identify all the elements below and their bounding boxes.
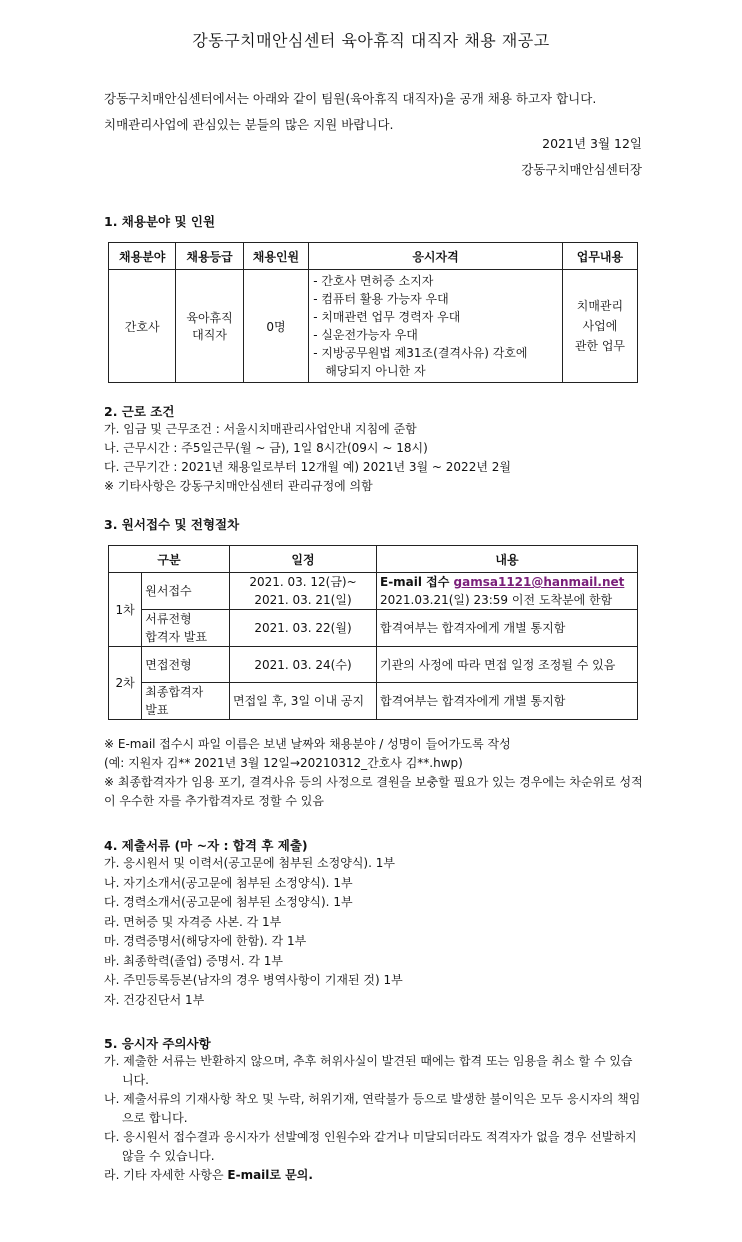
document-line: 다. 경력소개서(공고문에 첨부된 소정양식). 1부	[104, 895, 353, 909]
email-line	[380, 573, 634, 591]
section2-heading: 2. 근로 조건	[104, 404, 175, 419]
duty-line: 관한 업무	[574, 339, 626, 353]
cell-item: 원서접수	[142, 573, 230, 610]
caution-line: 나. 제출서류의 기재사항 착오 및 누락, 허위기재, 연락불가 등으로 발생한 불이익은 모두 응시자의 책임으로 합니다.	[104, 1092, 641, 1125]
caution-emphasis: E-mail로 문의.	[227, 1168, 313, 1182]
section2-lines	[104, 420, 644, 496]
caution-line	[104, 1166, 644, 1185]
qualification-item: - 치매관련 업무 경력자 우대	[313, 310, 461, 324]
cell-item	[142, 610, 230, 647]
qualification-item: - 실운전가능자 우대	[313, 328, 418, 342]
note-line: (예: 지원자 김** 2021년 3월 12일→20210312_간호사 김**.hwp)	[104, 756, 463, 770]
cell-schedule: 면접일 후, 3일 이내 공지	[230, 683, 377, 720]
table-row	[109, 683, 638, 720]
grade-line: 대직자	[192, 328, 227, 342]
qualification-item: - 지방공무원법 제31조(결격사유) 각호에	[313, 346, 528, 360]
schedule-line: 2021. 03. 21(일)	[254, 593, 352, 607]
item-line: 서류전형	[145, 612, 192, 626]
document-line: 바. 최종학력(졸업) 증명서. 각 1부	[104, 953, 283, 968]
item-line: 합격자 발표	[145, 630, 208, 644]
note-line: ※ 최종합격자가 임용 포기, 결격사유 등의 사정으로 결원을 보충할 필요가 있는 경우에는 차순위로 성적이 우수한 자를 추가합격자로 정할 수 있음	[104, 775, 643, 808]
table-header-row	[109, 546, 638, 573]
condition-line: 다. 근무기간 : 2021년 채용일로부터 12개월 예) 2021년 3월 ~ 2022년 2월	[104, 460, 511, 474]
duty-line: 치매관리	[576, 299, 624, 313]
email-label: E-mail 접수	[380, 575, 454, 589]
document-line: 마. 경력증명서(해당자에 한함). 각 1부	[104, 934, 307, 948]
cell-qualifications	[309, 270, 563, 383]
cell-item: 면접전형	[142, 647, 230, 683]
header-content: 내용	[377, 546, 638, 573]
qualification-item: - 간호사 면허증 소지자	[313, 274, 434, 288]
header-schedule: 일정	[230, 546, 377, 573]
section4-lines	[104, 854, 644, 1010]
recruitment-table	[108, 242, 638, 383]
deadline-line: 2021.03.21(일) 23:59 이전 도착분에 한함	[380, 593, 613, 607]
document-line: 사. 주민등록등본(남자의 경우 병역사항이 기재된 것) 1부	[104, 973, 403, 987]
header-grade: 채용등급	[176, 243, 243, 270]
cell-content: 합격여부는 합격자에게 개별 통지함	[377, 683, 638, 720]
condition-line: 나. 근무시간 : 주5일근무(월 ~ 금), 1일 8시간(09시 ~ 18시)	[104, 441, 428, 455]
document-line: 가. 응시원서 및 이력서(공고문에 첨부된 소정양식). 1부	[104, 856, 395, 870]
note-line: ※ E-mail 접수시 파일 이름은 보낸 날짜와 채용분야 / 성명이 들어가도록 작성	[104, 737, 511, 751]
caution-line: 가. 제출한 서류는 반환하지 않으며, 추후 허위사실이 발견된 때에는 합격 또는 임용을 취소 할 수 있습니다.	[104, 1054, 633, 1087]
qualification-item: - 컴퓨터 활용 가능자 우대	[313, 292, 449, 306]
section3-heading: 3. 원서접수 및 전형절차	[104, 517, 240, 532]
cell-schedule: 2021. 03. 24(수)	[230, 647, 377, 683]
intro-line: 치매관리사업에 관심있는 분들의 많은 지원 바랍니다.	[104, 117, 394, 132]
grade-line: 육아휴직	[186, 311, 233, 325]
caution-prefix: 라. 기타 자세한 사항은	[104, 1168, 228, 1182]
cell-item	[142, 683, 230, 720]
section1-heading: 1. 채용분야 및 인원	[104, 214, 216, 229]
condition-line: ※ 기타사항은 강동구치매안심센터 관리규정에 의함	[104, 479, 373, 493]
cell-content	[377, 573, 638, 610]
condition-line: 가. 임금 및 근무조건 : 서울시치매관리사업안내 지침에 준함	[104, 422, 417, 436]
section5-heading: 5. 응시자 주의사항	[104, 1036, 211, 1051]
header-count: 채용인원	[243, 243, 308, 270]
table-row	[109, 573, 638, 610]
header-qualification: 응시자격	[309, 243, 563, 270]
cell-count: 0명	[243, 270, 308, 383]
cell-content: 기관의 사정에 따라 면접 일정 조정될 수 있음	[377, 647, 638, 683]
notice-date: 2021년 3월 12일	[542, 136, 642, 151]
cell-schedule	[230, 573, 377, 610]
table-header-row	[109, 243, 638, 270]
cell-stage: 1차	[109, 573, 142, 647]
intro-text	[104, 86, 644, 138]
section3-notes	[104, 735, 644, 811]
cell-grade	[176, 270, 243, 383]
qualification-item: 해당되지 아니한 자	[325, 364, 426, 378]
table-row	[109, 610, 638, 647]
cell-field: 간호사	[109, 270, 176, 383]
caution-line: 다. 응시원서 접수결과 응시자가 선발예정 인원수와 같거나 미달되더라도 적격자가 없을 경우 선발하지 않을 수 있습니다.	[104, 1130, 637, 1163]
table-row	[109, 270, 638, 383]
email-link[interactable]: gamsa1121@hanmail.net	[453, 575, 625, 589]
cell-stage: 2차	[109, 647, 142, 720]
table-row	[109, 647, 638, 683]
header-field: 채용분야	[109, 243, 176, 270]
intro-line: 강동구치매안심센터에서는 아래와 같이 팀원(육아휴직 대직자)을 공개 채용 하고자 합니다.	[104, 91, 597, 106]
page-title: 강동구치매안심센터 육아휴직 대직자 채용 재공고	[192, 31, 550, 50]
cell-duty	[562, 270, 637, 383]
header-category: 구분	[109, 546, 230, 573]
cell-content: 합격여부는 합격자에게 개별 통지함	[377, 610, 638, 647]
document-line: 자. 건강진단서 1부	[104, 992, 205, 1007]
section4-heading: 4. 제출서류 (마 ~자 : 합격 후 제출)	[104, 838, 308, 853]
document-line: 나. 자기소개서(공고문에 첨부된 소정양식). 1부	[104, 875, 353, 890]
procedure-table	[108, 545, 638, 720]
section5-lines	[104, 1052, 644, 1185]
duty-line: 사업에	[582, 319, 618, 333]
schedule-line: 2021. 03. 12(금)~	[249, 575, 357, 589]
signature: 강동구치매안심센터장	[521, 162, 642, 177]
cell-schedule: 2021. 03. 22(월)	[230, 610, 377, 647]
item-line: 발표	[145, 703, 169, 717]
document-line: 라. 면허증 및 자격증 사본. 각 1부	[104, 914, 282, 929]
item-line: 최종합격자	[145, 685, 204, 699]
header-duty: 업무내용	[562, 243, 637, 270]
